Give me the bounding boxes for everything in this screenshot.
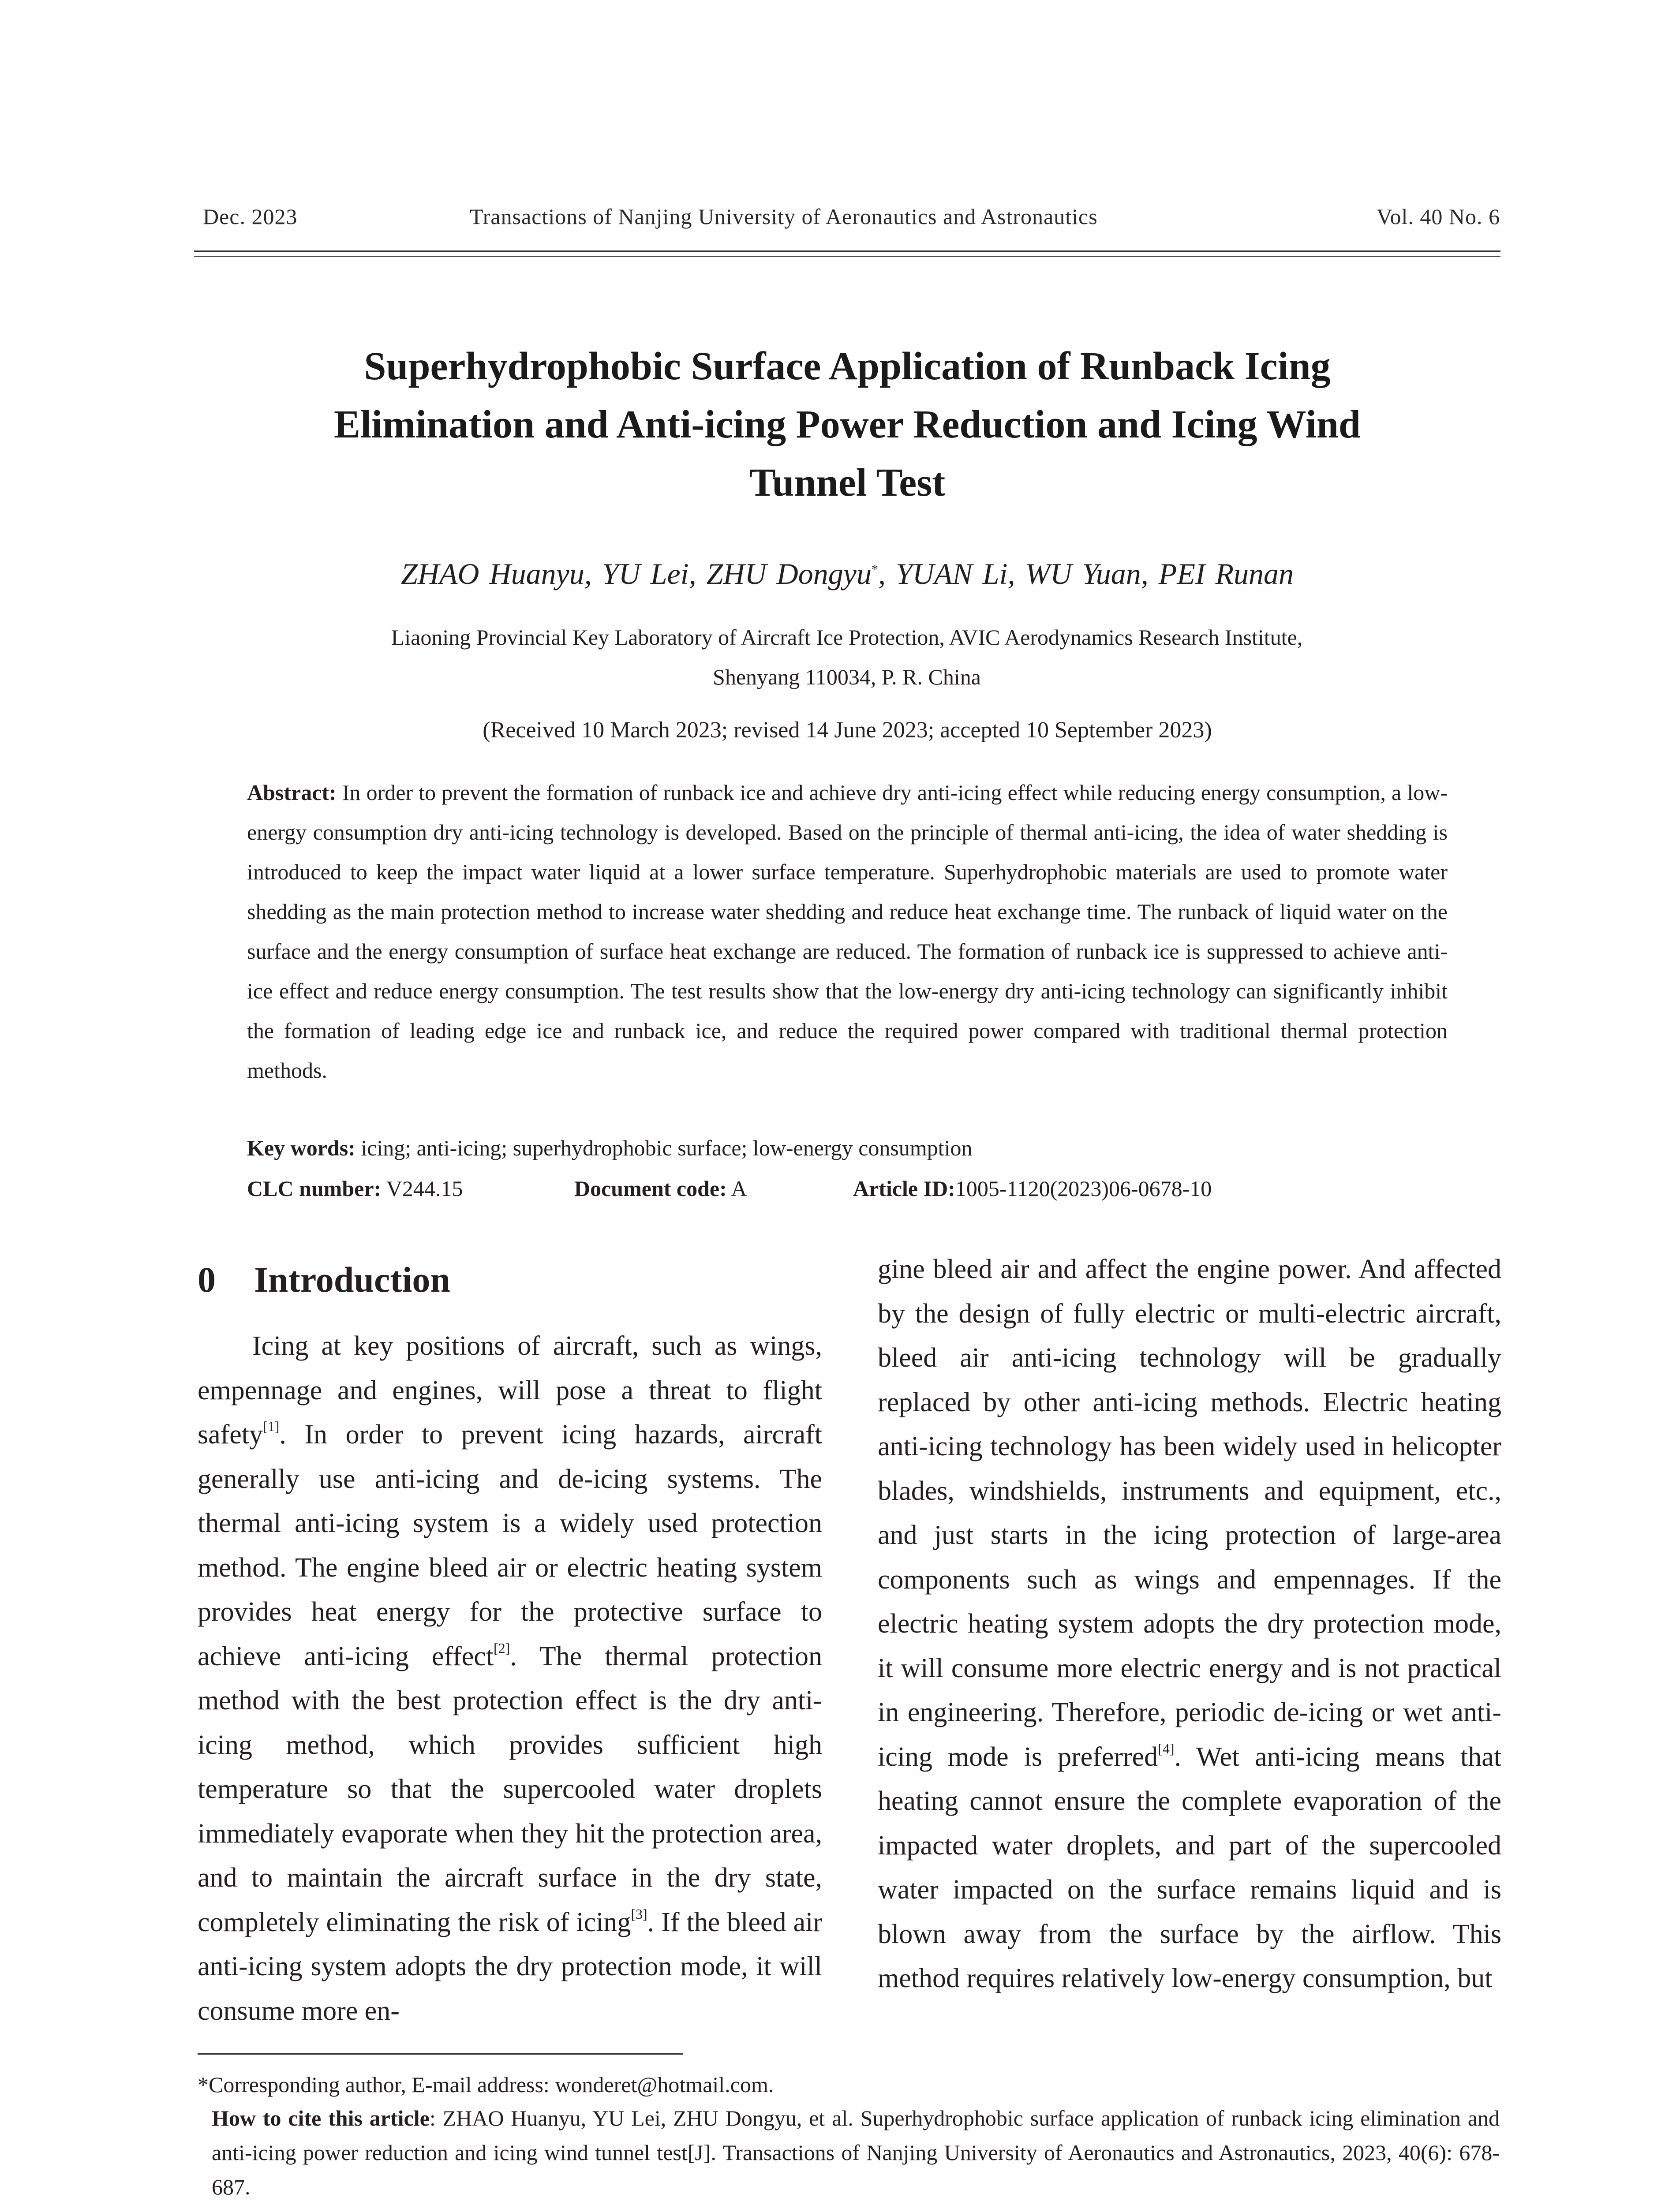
keywords-text: icing; anti-icing; superhydrophobic surface; low-energy consumption: [361, 1136, 973, 1160]
affiliation-line-1: Liaoning Provincial Key Laboratory of Aircraft Ice Protection, AVIC Aerodynamics Research Institute,: [391, 625, 1303, 650]
doc-code-value: A: [731, 1176, 747, 1201]
left-text-4: . If the bleed air anti-icing system adopts the dry protection mode, it will consume more en-: [198, 1907, 822, 2026]
left-text-1: Icing at key positions of aircraft, such as wings, empennage and engines, will pose a threat to flight safety: [198, 1331, 822, 1450]
authors-part-2: , YUAN Li, WU Yuan, PEI Runan: [878, 557, 1294, 590]
citation-ref-2[interactable]: [2]: [493, 1640, 510, 1656]
keywords-label: Key words:: [247, 1136, 355, 1160]
corresponding-mark: *: [871, 562, 878, 577]
left-text-3: . The thermal protection method with the best protection effect is the dry anti-icing method, which provides sufficient high temperature so that the supercooled water droplets immediately evaporate when they hit the protection area, and to maintain the aircraft surface in the dry state, completely eliminating the risk of icing: [198, 1641, 822, 1937]
doc-code-label: Document code:: [574, 1176, 727, 1201]
affiliation: [265, 617, 1429, 697]
article-id-label: Article ID:: [853, 1176, 955, 1201]
authors-part-1: ZHAO Huanyu, YU Lei, ZHU Dongyu: [400, 557, 872, 590]
title-line-2: Elimination and Anti-icing Power Reduction and Icing Wind: [333, 403, 1361, 446]
abstract-text: In order to prevent the formation of runback ice and achieve dry anti-icing effect while reducing energy consumption, a low-energy consumption dry anti-icing technology is developed. Based on the principle of thermal anti-icing, the idea of water shedding is introduced to keep the impact water liquid at a lower surface temperature. Superhydrophobic materials are used to promote water shedding as the main protection method to increase water shedding and reduce heat exchange time. The runback of liquid water on the surface and the energy consumption of surface heat exchange are reduced. The formation of runback ice is suppressed to achieve anti-ice effect and reduce energy consumption. The test results show that the low-energy dry anti-icing technology can significantly inhibit the formation of leading edge ice and runback ice, and reduce the required power compared with traditional thermal protection methods.: [247, 780, 1448, 1083]
section-number: 0: [198, 1259, 216, 1300]
article-id: [853, 1169, 1212, 1208]
right-text-2: . Wet anti-icing means that heating cannot ensure the complete evaporation of the impacted water droplets, and part of the supercooled water impacted on the surface remains liquid and is blown away from the surface by the airflow. This method requires relatively low-energy consumption, but: [878, 1742, 1502, 1993]
clc-value: V244.15: [386, 1176, 463, 1201]
clc-label: CLC number:: [247, 1176, 382, 1201]
author-list: [194, 557, 1500, 591]
section-heading: [198, 1259, 450, 1301]
cite-label: How to cite this article: [212, 2106, 430, 2130]
citation-ref-1[interactable]: [1]: [263, 1418, 280, 1434]
clc-number: [247, 1169, 463, 1208]
citation-note: [212, 2101, 1500, 2204]
section-title: Introduction: [254, 1259, 451, 1300]
citation-ref-3[interactable]: [3]: [631, 1906, 647, 1922]
header-journal-name: Transactions of Nanjing University of Aeronautics and Astronautics: [470, 204, 1098, 229]
abstract: [247, 773, 1448, 1090]
paper-title: [194, 337, 1500, 512]
title-line-1: Superhydrophobic Surface Application of Runback Icing: [364, 344, 1331, 388]
abstract-label: Abstract:: [247, 780, 337, 805]
header-date: Dec. 2023: [203, 204, 298, 229]
header-volume: Vol. 40 No. 6: [1376, 204, 1500, 229]
affiliation-line-2: Shenyang 110034, P. R. China: [713, 665, 981, 689]
body-column-left: [198, 1324, 822, 2033]
left-text-2: . In order to prevent icing hazards, aircraft generally use anti-icing and de-icing systems. The thermal anti-icing system is a widely used protection method. The engine bleed air or electric heating system provides heat energy for the protective surface to achieve anti-icing effect: [198, 1420, 822, 1671]
received-dates: (Received 10 March 2023; revised 14 June 2023; accepted 10 September 2023): [483, 718, 1212, 743]
right-text-1: gine bleed air and affect the engine power. And affected by the design of fully electric or multi-electric aircraft, bleed air anti-icing technology will be gradually replaced by other anti-icing methods. Electric heating anti-icing technology has been widely used in helicopter blades, windshields, instruments and equipment, etc., and just starts in the icing protection of large-area components such as wings and empennages. If the electric heating system adopts the dry protection mode, it will consume more electric energy and is not practical in engineering. Therefore, periodic de-icing or wet anti-icing mode is preferred: [878, 1254, 1501, 1772]
title-line-3: Tunnel Test: [749, 461, 946, 505]
corresponding-author-note: *Corresponding author, E-mail address: wonderet@hotmail.com.: [198, 2072, 774, 2097]
article-id-value: 1005-1120(2023)06-0678-10: [955, 1176, 1212, 1201]
body-column-right: [878, 1247, 1501, 2001]
keywords: [247, 1128, 1448, 1168]
citation-ref-4[interactable]: [4]: [1158, 1740, 1175, 1757]
footnote-rule: [198, 2053, 683, 2055]
header-rule-top: [194, 250, 1500, 252]
document-code: [574, 1169, 747, 1208]
header-rule-bottom: [194, 256, 1500, 257]
cite-text: : ZHAO Huanyu, YU Lei, ZHU Dongyu, et al. Superhydrophobic surface application of runback icing elimination and anti-icing power reduction and icing wind tunnel test[J]. Transactions of Nanjing University of Aeronautics and Astronautics, 2023, 40(6): 678-687.: [212, 2106, 1500, 2199]
